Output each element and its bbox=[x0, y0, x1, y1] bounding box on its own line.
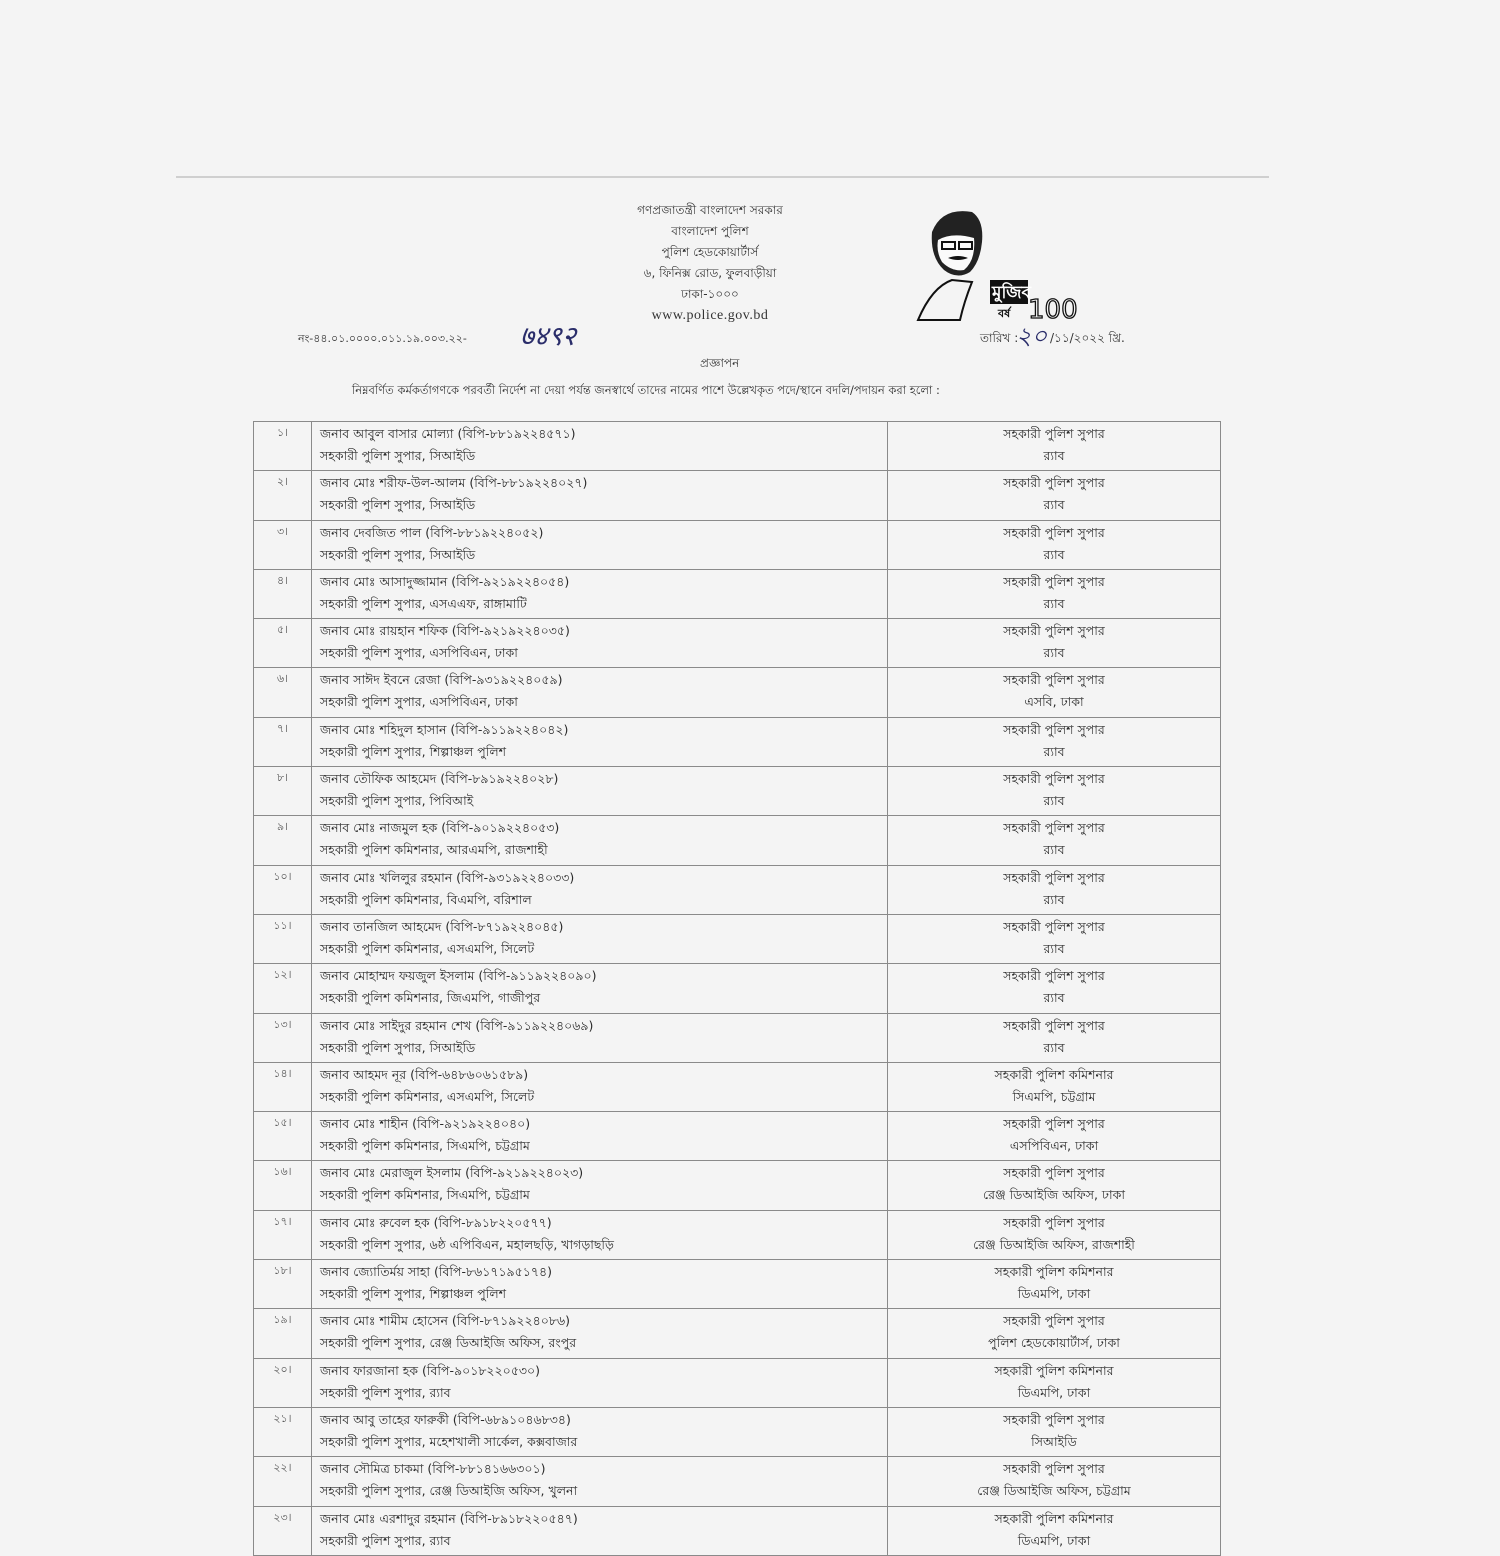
officer-cell bbox=[312, 422, 888, 471]
new-place: র‍্যাব bbox=[1043, 793, 1065, 809]
new-post: সহকারী পুলিশ সুপার bbox=[1003, 869, 1105, 885]
serial-number: ১১। bbox=[273, 918, 292, 932]
new-post: সহকারী পুলিশ সুপার bbox=[1003, 524, 1105, 540]
officer-name: জনাব মোঃ সাইদুর রহমান শেখ (বিপি-৯১১৯২২৪০৬৯) bbox=[320, 1017, 594, 1033]
office-name: পুলিশ হেডকোয়ার্টার্স bbox=[661, 245, 759, 259]
officer-cell bbox=[312, 1161, 888, 1210]
serial-number: ২২। bbox=[273, 1461, 292, 1475]
table-row bbox=[254, 569, 1221, 618]
serial-cell bbox=[254, 914, 312, 963]
officer-name: জনাব আবু তাহের ফারুকী (বিপি-৬৮৯১০৪৬৮৩৪) bbox=[320, 1411, 571, 1427]
serial-cell bbox=[254, 1062, 312, 1111]
table-row bbox=[254, 520, 1221, 569]
new-post: সহকারী পুলিশ সুপার bbox=[1003, 721, 1105, 737]
svg-text:মুজিব: মুজিব bbox=[992, 283, 1031, 303]
officer-name: জনাব মোঃ শরীফ-উল-আলম (বিপি-৮৮১৯২২৪০২৭) bbox=[320, 475, 588, 491]
serial-number: ৯। bbox=[276, 820, 289, 834]
new-posting-cell bbox=[888, 520, 1221, 569]
table-row bbox=[254, 1161, 1221, 1210]
serial-cell bbox=[254, 471, 312, 520]
table-row bbox=[254, 1309, 1221, 1358]
table-row bbox=[254, 471, 1221, 520]
new-place: রেঞ্জ ডিআইজি অফিস, ঢাকা bbox=[983, 1187, 1125, 1203]
serial-cell bbox=[254, 1112, 312, 1161]
date-rest: /১১/২০২২ খ্রি. bbox=[1050, 331, 1125, 345]
new-posting-cell bbox=[888, 1309, 1221, 1358]
serial-cell bbox=[254, 1358, 312, 1407]
new-post: সহকারী পুলিশ সুপার bbox=[1003, 623, 1105, 639]
table-row bbox=[254, 1506, 1221, 1555]
serial-cell bbox=[254, 1309, 312, 1358]
svg-text:100: 100 bbox=[1028, 295, 1078, 325]
serial-number: ২। bbox=[276, 475, 289, 489]
officer-current-post: সহকারী পুলিশ সুপার, এসপিবিএন, ঢাকা bbox=[320, 694, 518, 710]
new-posting-cell bbox=[888, 1506, 1221, 1555]
serial-number: ৪। bbox=[276, 573, 289, 587]
new-post: সহকারী পুলিশ সুপার bbox=[1003, 1116, 1105, 1132]
table-row bbox=[254, 767, 1221, 816]
new-post: সহকারী পুলিশ সুপার bbox=[1003, 1214, 1105, 1230]
new-place: র‍্যাব bbox=[1043, 891, 1065, 907]
serial-number: ১০। bbox=[273, 869, 292, 883]
serial-number: ৬। bbox=[276, 672, 289, 686]
officer-cell bbox=[312, 1112, 888, 1161]
new-post: সহকারী পুলিশ কমিশনার bbox=[994, 1510, 1114, 1526]
officer-name: জনাব মোহাম্মদ ফয়জুল ইসলাম (বিপি-৯১১৯২২৪০৯০) bbox=[320, 968, 597, 984]
new-place: রেঞ্জ ডিআইজি অফিস, চট্টগ্রাম bbox=[977, 1483, 1131, 1499]
officer-name: জনাব মোঃ শাহীন (বিপি-৯২১৯২২৪০৪০) bbox=[320, 1116, 531, 1132]
officer-name: জনাব জ্যোতির্ময় সাহা (বিপি-৮৬১৭১৯৫১৭৪) bbox=[320, 1264, 553, 1280]
new-post: সহকারী পুলিশ সুপার bbox=[1003, 426, 1105, 441]
serial-cell bbox=[254, 964, 312, 1013]
mujib-borsho-logo bbox=[912, 202, 1078, 325]
officer-cell bbox=[312, 471, 888, 520]
new-place: র‍্যাব bbox=[1043, 546, 1065, 562]
new-post: সহকারী পুলিশ কমিশনার bbox=[994, 1066, 1114, 1082]
officer-cell bbox=[312, 1260, 888, 1309]
serial-number: ১৬। bbox=[273, 1165, 292, 1179]
serial-cell bbox=[254, 1457, 312, 1506]
memo-number: নং-৪৪.০১.০০০০.০১১.১৯.০০৩.২২- bbox=[298, 332, 467, 345]
notice-title: প্রজ্ঞাপন bbox=[700, 356, 740, 370]
new-posting-cell bbox=[888, 668, 1221, 717]
new-posting-cell bbox=[888, 1407, 1221, 1456]
serial-number: ৫। bbox=[276, 623, 289, 637]
officer-name: জনাব দেবজিত পাল (বিপি-৮৮১৯২২৪০৫২) bbox=[320, 524, 544, 540]
serial-number: ১৫। bbox=[273, 1116, 292, 1130]
officer-cell bbox=[312, 1457, 888, 1506]
officer-current-post: সহকারী পুলিশ সুপার, সিআইডি bbox=[320, 546, 476, 562]
new-place: র‍্যাব bbox=[1043, 940, 1065, 956]
serial-cell bbox=[254, 767, 312, 816]
officer-cell bbox=[312, 668, 888, 717]
serial-cell bbox=[254, 717, 312, 766]
serial-number: ১৪। bbox=[273, 1066, 292, 1080]
serial-number: ১৭। bbox=[273, 1214, 292, 1228]
officer-cell bbox=[312, 520, 888, 569]
officer-name: জনাব সৌমিত্র চাকমা (বিপি-৮৮১৪১৬৬৩০১) bbox=[320, 1461, 546, 1477]
serial-cell bbox=[254, 619, 312, 668]
new-posting-cell bbox=[888, 1457, 1221, 1506]
new-posting-cell bbox=[888, 914, 1221, 963]
officer-name: জনাব মোঃ খলিলুর রহমান (বিপি-৯৩১৯২২৪০৩৩) bbox=[320, 869, 575, 885]
new-place: ডিএমপি, ঢাকা bbox=[1017, 1286, 1091, 1302]
new-place: এসবি, ঢাকা bbox=[1024, 694, 1084, 710]
table-row bbox=[254, 1062, 1221, 1111]
serial-cell bbox=[254, 1506, 312, 1555]
officer-current-post: সহকারী পুলিশ কমিশনার, এসএমপি, সিলেট bbox=[320, 940, 535, 956]
table-row bbox=[254, 1358, 1221, 1407]
office-website: www.police.gov.bd bbox=[651, 308, 769, 323]
officer-current-post: সহকারী পুলিশ সুপার, সিআইডি bbox=[320, 497, 476, 513]
serial-number: ৮। bbox=[276, 771, 289, 785]
serial-number: ৩। bbox=[276, 524, 289, 538]
table-row bbox=[254, 668, 1221, 717]
new-place: এসপিবিএন, ঢাকা bbox=[1009, 1138, 1099, 1154]
officer-current-post: সহকারী পুলিশ সুপার, সিআইডি bbox=[320, 448, 476, 463]
new-posting-cell bbox=[888, 1358, 1221, 1407]
serial-number: ২০। bbox=[273, 1362, 292, 1376]
new-posting-cell bbox=[888, 1112, 1221, 1161]
officer-name: জনাব সাঈদ ইবনে রেজা (বিপি-৯৩১৯২২৪০৫৯) bbox=[320, 672, 563, 688]
officer-current-post: সহকারী পুলিশ সুপার, মহেশখালী সার্কেল, কক্সবাজার bbox=[320, 1433, 578, 1449]
new-post: সহকারী পুলিশ সুপার bbox=[1003, 1461, 1105, 1477]
serial-cell bbox=[254, 865, 312, 914]
table-row bbox=[254, 964, 1221, 1013]
officer-cell bbox=[312, 1062, 888, 1111]
new-post: সহকারী পুলিশ সুপার bbox=[1003, 475, 1105, 491]
officer-cell bbox=[312, 1013, 888, 1062]
table-row bbox=[254, 816, 1221, 865]
new-posting-cell bbox=[888, 1260, 1221, 1309]
new-post: সহকারী পুলিশ সুপার bbox=[1003, 771, 1105, 787]
officer-name: জনাব মোঃ আসাদুজ্জামান (বিপি-৯২১৯২২৪০৫৪) bbox=[320, 573, 570, 589]
officer-cell bbox=[312, 1358, 888, 1407]
new-post: সহকারী পুলিশ সুপার bbox=[1003, 1313, 1105, 1329]
officer-current-post: সহকারী পুলিশ সুপার, শিল্পাঞ্চল পুলিশ bbox=[320, 743, 507, 759]
new-post: সহকারী পুলিশ কমিশনার bbox=[994, 1264, 1114, 1280]
new-place: সিআইডি bbox=[1031, 1433, 1077, 1449]
svg-text:বর্ষ: বর্ষ bbox=[998, 307, 1011, 320]
officer-current-post: সহকারী পুলিশ সুপার, এসএএফ, রাঙ্গামাটি bbox=[320, 595, 527, 611]
serial-cell bbox=[254, 1161, 312, 1210]
government-name: গণপ্রজাতন্ত্রী বাংলাদেশ সরকার bbox=[637, 203, 783, 217]
new-post: সহকারী পুলিশ সুপার bbox=[1003, 918, 1105, 934]
new-post: সহকারী পুলিশ সুপার bbox=[1003, 820, 1105, 836]
table-row bbox=[254, 1210, 1221, 1259]
officer-current-post: সহকারী পুলিশ সুপার, র‍্যাব bbox=[320, 1532, 451, 1548]
table-row bbox=[254, 1457, 1221, 1506]
new-posting-cell bbox=[888, 717, 1221, 766]
table-row bbox=[254, 914, 1221, 963]
officer-current-post: সহকারী পুলিশ সুপার, র‍্যাব bbox=[320, 1384, 451, 1400]
table-row bbox=[254, 717, 1221, 766]
new-place: র‍্যাব bbox=[1043, 990, 1065, 1006]
new-posting-cell bbox=[888, 1013, 1221, 1062]
officer-current-post: সহকারী পুলিশ সুপার, এসপিবিএন, ঢাকা bbox=[320, 645, 518, 661]
serial-cell bbox=[254, 1407, 312, 1456]
new-place: র‍্যাব bbox=[1043, 743, 1065, 759]
transfer-table bbox=[253, 421, 1221, 1556]
new-posting-cell bbox=[888, 1062, 1221, 1111]
officer-name: জনাব আহমদ নূর (বিপি-৬৪৮৬০৬১৫৮৯) bbox=[320, 1066, 529, 1082]
officer-current-post: সহকারী পুলিশ কমিশনার, বিএমপি, বরিশাল bbox=[320, 891, 532, 907]
officer-name: জনাব তৌফিক আহমেদ (বিপি-৮৯১৯২২৪০২৮) bbox=[320, 771, 559, 787]
officer-current-post: সহকারী পুলিশ কমিশনার, সিএমপি, চট্টগ্রাম bbox=[320, 1138, 530, 1154]
officer-cell bbox=[312, 1506, 888, 1555]
page-top-rule bbox=[176, 176, 1269, 178]
officer-cell bbox=[312, 1407, 888, 1456]
table-row bbox=[254, 422, 1221, 471]
office-city: ঢাকা-১০০০ bbox=[681, 287, 739, 301]
new-place: র‍্যাব bbox=[1043, 497, 1065, 513]
officer-cell bbox=[312, 619, 888, 668]
officer-cell bbox=[312, 767, 888, 816]
officer-current-post: সহকারী পুলিশ কমিশনার, এসএমপি, সিলেট bbox=[320, 1088, 535, 1104]
serial-cell bbox=[254, 816, 312, 865]
new-posting-cell bbox=[888, 816, 1221, 865]
letterhead bbox=[560, 200, 860, 326]
new-post: সহকারী পুলিশ সুপার bbox=[1003, 1165, 1105, 1181]
new-post: সহকারী পুলিশ কমিশনার bbox=[994, 1362, 1114, 1378]
officer-current-post: সহকারী পুলিশ সুপার, সিআইডি bbox=[320, 1039, 476, 1055]
table-row bbox=[254, 1260, 1221, 1309]
officer-current-post: সহকারী পুলিশ সুপার, ৬ষ্ঠ এপিবিএন, মহালছড়ি, খাগড়াছড়ি bbox=[320, 1236, 614, 1252]
new-place: র‍্যাব bbox=[1043, 448, 1065, 463]
officer-name: জনাব মোঃ শহিদুল হাসান (বিপি-৯১১৯২২৪০৪২) bbox=[320, 721, 569, 737]
table-row bbox=[254, 1112, 1221, 1161]
officer-current-post: সহকারী পুলিশ সুপার, শিল্পাঞ্চল পুলিশ bbox=[320, 1286, 507, 1302]
officer-cell bbox=[312, 964, 888, 1013]
officer-cell bbox=[312, 816, 888, 865]
new-posting-cell bbox=[888, 1161, 1221, 1210]
serial-number: ১। bbox=[276, 426, 289, 439]
new-place: রেঞ্জ ডিআইজি অফিস, রাজশাহী bbox=[973, 1236, 1135, 1252]
officer-cell bbox=[312, 1309, 888, 1358]
new-posting-cell bbox=[888, 471, 1221, 520]
date-label: তারিখ : bbox=[980, 331, 1019, 345]
new-posting-cell bbox=[888, 422, 1221, 471]
new-post: সহকারী পুলিশ সুপার bbox=[1003, 968, 1105, 984]
officer-current-post: সহকারী পুলিশ কমিশনার, আরএমপি, রাজশাহী bbox=[320, 842, 548, 858]
serial-number: ২১। bbox=[273, 1411, 292, 1425]
table-row bbox=[254, 1407, 1221, 1456]
officer-cell bbox=[312, 914, 888, 963]
officer-current-post: সহকারী পুলিশ সুপার, রেঞ্জ ডিআইজি অফিস, খুলনা bbox=[320, 1483, 578, 1499]
officer-name: জনাব মোঃ শামীম হোসেন (বিপি-৮৭১৯২২৪০৮৬) bbox=[320, 1313, 570, 1329]
new-place: পুলিশ হেডকোয়ার্টার্স, ঢাকা bbox=[988, 1335, 1120, 1351]
department-name: বাংলাদেশ পুলিশ bbox=[671, 224, 749, 238]
serial-number: ১২। bbox=[273, 968, 292, 982]
new-posting-cell bbox=[888, 865, 1221, 914]
officer-name: জনাব তানজিল আহমেদ (বিপি-৮৭১৯২২৪০৪৫) bbox=[320, 918, 564, 934]
serial-number: ১৮। bbox=[273, 1264, 292, 1278]
officer-current-post: সহকারী পুলিশ কমিশনার, সিএমপি, চট্টগ্রাম bbox=[320, 1187, 530, 1203]
officer-current-post: সহকারী পুলিশ কমিশনার, জিএমপি, গাজীপুর bbox=[320, 990, 541, 1006]
officer-cell bbox=[312, 717, 888, 766]
serial-cell bbox=[254, 569, 312, 618]
new-place: সিএমপি, চট্টগ্রাম bbox=[1012, 1088, 1096, 1104]
table-row bbox=[254, 865, 1221, 914]
serial-number: ৭। bbox=[276, 721, 289, 735]
new-place: ডিএমপি, ঢাকা bbox=[1017, 1384, 1091, 1400]
officer-cell bbox=[312, 865, 888, 914]
serial-cell bbox=[254, 1210, 312, 1259]
serial-number: ২৩। bbox=[273, 1510, 292, 1524]
officer-name: জনাব মোঃ রায়হান শফিক (বিপি-৯২১৯২২৪০৩৫) bbox=[320, 623, 570, 639]
new-place: র‍্যাব bbox=[1043, 842, 1065, 858]
new-post: সহকারী পুলিশ সুপার bbox=[1003, 1411, 1105, 1427]
serial-number: ১৩। bbox=[273, 1017, 292, 1031]
memo-handwritten-number: ७४९२ bbox=[520, 321, 577, 352]
date-handwritten-day: ২০ bbox=[1016, 322, 1048, 350]
new-posting-cell bbox=[888, 569, 1221, 618]
serial-cell bbox=[254, 1260, 312, 1309]
officer-name: জনাব ফারজানা হক (বিপি-৯০১৮২২০৫৩০) bbox=[320, 1362, 541, 1378]
new-place: ডিএমপি, ঢাকা bbox=[1017, 1532, 1091, 1548]
new-posting-cell bbox=[888, 964, 1221, 1013]
notice-intro: নিম্নবর্ণিত কর্মকর্তাগণকে পরবর্তী নির্দেশ না দেয়া পর্যন্ত জনস্বার্থে তাদের নামের পাশে উল্লেখকৃত পদে/স্থানে বদলি/পদায়ন করা হলো : bbox=[352, 383, 940, 397]
officer-name: জনাব মোঃ রুবেল হক (বিপি-৮৯১৮২২০৫৭৭) bbox=[320, 1214, 552, 1230]
serial-cell bbox=[254, 422, 312, 471]
officer-name: জনাব মোঃ মেরাজুল ইসলাম (বিপি-৯২১৯২২৪০২৩) bbox=[320, 1165, 584, 1181]
new-post: সহকারী পুলিশ সুপার bbox=[1003, 573, 1105, 589]
new-place: র‍্যাব bbox=[1043, 595, 1065, 611]
new-post: সহকারী পুলিশ সুপার bbox=[1003, 1017, 1105, 1033]
office-address: ৬, ফিনিক্স রোড, ফুলবাড়ীয়া bbox=[643, 266, 777, 280]
serial-cell bbox=[254, 668, 312, 717]
officer-cell bbox=[312, 1210, 888, 1259]
new-posting-cell bbox=[888, 619, 1221, 668]
table-row bbox=[254, 1013, 1221, 1062]
officer-current-post: সহকারী পুলিশ সুপার, রেঞ্জ ডিআইজি অফিস, রংপুর bbox=[320, 1335, 577, 1351]
serial-number: ১৯। bbox=[273, 1313, 292, 1327]
officer-current-post: সহকারী পুলিশ সুপার, পিবিআই bbox=[320, 793, 474, 809]
table-row bbox=[254, 619, 1221, 668]
new-posting-cell bbox=[888, 1210, 1221, 1259]
officer-name: জনাব মোঃ এরশাদুর রহমান (বিপি-৮৯১৮২২০৫৪৭) bbox=[320, 1510, 578, 1526]
officer-name: জনাব আবুল বাসার মোল্যা (বিপি-৮৮১৯২২৪৫৭১) bbox=[320, 426, 576, 441]
new-posting-cell bbox=[888, 767, 1221, 816]
new-post: সহকারী পুলিশ সুপার bbox=[1003, 672, 1105, 688]
officer-name: জনাব মোঃ নাজমুল হক (বিপি-৯০১৯২২৪০৫৩) bbox=[320, 820, 560, 836]
new-place: র‍্যাব bbox=[1043, 645, 1065, 661]
officer-cell bbox=[312, 569, 888, 618]
serial-cell bbox=[254, 1013, 312, 1062]
new-place: র‍্যাব bbox=[1043, 1039, 1065, 1055]
serial-cell bbox=[254, 520, 312, 569]
